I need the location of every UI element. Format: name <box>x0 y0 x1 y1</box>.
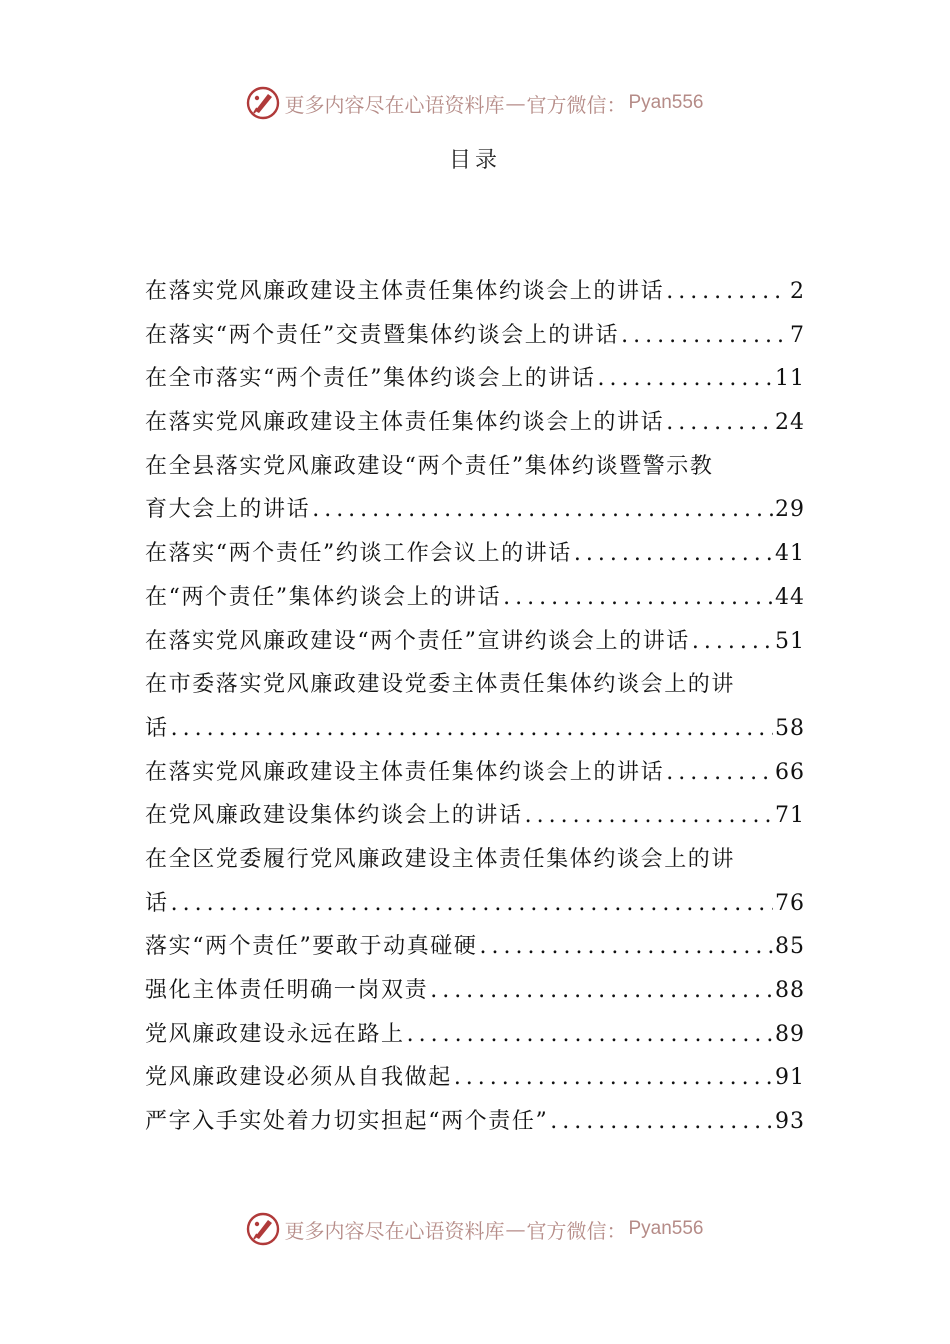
toc-page-number: 2 <box>790 279 805 304</box>
toc-leader-dots <box>666 751 773 795</box>
banner-text: 更多内容尽在心语资料库 <box>284 1218 505 1243</box>
toc-entry-title: 落实“两个责任”要敢于动真碰硬 <box>145 934 478 960</box>
toc-entry-title: 话 <box>145 715 169 741</box>
page-title: 目录 <box>448 148 501 173</box>
quill-logo-icon <box>246 1212 280 1246</box>
toc-page-number: 44 <box>775 584 805 610</box>
toc-leader-dots <box>503 576 773 620</box>
toc-entry-line[interactable] <box>145 270 805 314</box>
toc-entry-line[interactable] <box>145 882 805 926</box>
toc-page-number: 58 <box>775 715 805 741</box>
toc-entry-line[interactable] <box>145 751 805 795</box>
toc-leader-dots <box>666 401 773 445</box>
toc-leader-dots <box>171 707 773 751</box>
toc-page-number: 24 <box>775 410 805 436</box>
toc-page-number: 66 <box>775 759 805 785</box>
toc-entry-title: 在落实党风廉政建设“两个责任”宣讲约谈会上的讲话 <box>145 628 690 654</box>
toc-entry-title: 在市委落实党风廉政建设党委主体责任集体约谈会上的讲 <box>145 672 736 698</box>
toc-leader-dots <box>621 314 788 358</box>
toc-leader-dots <box>666 270 788 314</box>
toc-page-number: 41 <box>775 541 805 567</box>
toc-entry-line[interactable] <box>145 357 805 401</box>
toc-entry-title: 在党风廉政建设集体约谈会上的讲话 <box>145 803 523 829</box>
toc-leader-dots <box>171 882 773 926</box>
toc-entry-title: 在落实党风廉政建设主体责任集体约谈会上的讲话 <box>145 759 665 785</box>
toc-entry-title: 在“两个责任”集体约谈会上的讲话 <box>145 584 502 610</box>
header-watermark <box>0 86 950 120</box>
banner-separator: — <box>505 1217 526 1241</box>
toc-entry-title: 话 <box>145 890 169 916</box>
toc-entry-title: 在落实党风廉政建设主体责任集体约谈会上的讲话 <box>145 410 665 436</box>
toc-page-number: 11 <box>775 366 805 392</box>
toc-leader-dots <box>574 532 773 576</box>
toc-leader-dots <box>480 925 774 969</box>
toc-entry-wrap-line[interactable] <box>145 663 805 707</box>
toc-leader-dots <box>430 969 773 1013</box>
toc-leader-dots <box>525 794 773 838</box>
toc-page-number: 76 <box>775 890 805 916</box>
toc-entry-line[interactable] <box>145 1100 805 1144</box>
toc-entry-title: 育大会上的讲话 <box>145 497 311 523</box>
toc-leader-dots <box>407 1013 773 1057</box>
toc-entry-title: 严字入手实处着力切实担起“两个责任” <box>145 1109 549 1135</box>
quill-logo-icon <box>246 86 280 120</box>
toc-entry-line[interactable] <box>145 532 805 576</box>
toc-entry-title: 强化主体责任明确一岗双责 <box>145 978 429 1003</box>
toc-entry-line[interactable] <box>145 401 805 445</box>
toc-entry-line[interactable] <box>145 794 805 838</box>
toc-leader-dots <box>312 488 773 532</box>
banner-wechat-id: Pyan556 <box>628 1218 704 1239</box>
toc-entry-title: 在全市落实“两个责任”集体约谈会上的讲话 <box>145 366 596 392</box>
toc-page-number: 71 <box>775 803 805 829</box>
banner-wechat-label: 官方微信： <box>526 92 627 117</box>
toc-page-number: 88 <box>775 978 805 1003</box>
toc-entry-title: 党风廉政建设永远在路上 <box>145 1021 405 1047</box>
toc-entry-title: 党风廉政建设必须从自我做起 <box>145 1065 452 1091</box>
toc-entry-line[interactable] <box>145 488 805 532</box>
toc-page-number: 29 <box>775 497 805 523</box>
toc-page-number: 93 <box>775 1109 805 1135</box>
toc-entry-title: 在落实“两个责任”约谈工作会议上的讲话 <box>145 541 572 567</box>
toc-entry-title: 在全区党委履行党风廉政建设主体责任集体约谈会上的讲 <box>145 846 736 872</box>
footer-watermark <box>0 1212 950 1246</box>
toc-entry-line[interactable] <box>145 969 805 1013</box>
toc-entry-title: 在落实“两个责任”交责暨集体约谈会上的讲话 <box>145 322 620 348</box>
toc-entry-line[interactable] <box>145 1013 805 1057</box>
toc-entry-line[interactable] <box>145 314 805 358</box>
toc-entry-wrap-line[interactable] <box>145 445 805 489</box>
toc-entry-line[interactable] <box>145 925 805 969</box>
toc-entry-line[interactable] <box>145 576 805 620</box>
toc-leader-dots <box>550 1100 773 1144</box>
toc-entry-title: 在落实党风廉政建设主体责任集体约谈会上的讲话 <box>145 279 665 304</box>
table-of-contents <box>145 270 805 1144</box>
toc-leader-dots <box>454 1056 773 1100</box>
toc-page-number: 85 <box>775 934 805 960</box>
banner-text: 更多内容尽在心语资料库 <box>284 92 505 117</box>
toc-page-number: 7 <box>790 322 805 348</box>
toc-leader-dots <box>692 620 773 664</box>
toc-entry-title: 在全县落实党风廉政建设“两个责任”集体约谈暨警示教 <box>145 453 714 479</box>
toc-entry-wrap-line[interactable] <box>145 838 805 882</box>
toc-page-number: 51 <box>775 628 805 654</box>
toc-leader-dots <box>598 357 774 401</box>
toc-entry-line[interactable] <box>145 1056 805 1100</box>
toc-page-number: 89 <box>775 1021 805 1047</box>
banner-separator: — <box>505 91 526 115</box>
toc-entry-line[interactable] <box>145 707 805 751</box>
banner-wechat-id: Pyan556 <box>628 92 704 113</box>
toc-entry-line[interactable] <box>145 620 805 664</box>
banner-wechat-label: 官方微信： <box>526 1218 627 1243</box>
toc-page-number: 91 <box>775 1065 805 1091</box>
